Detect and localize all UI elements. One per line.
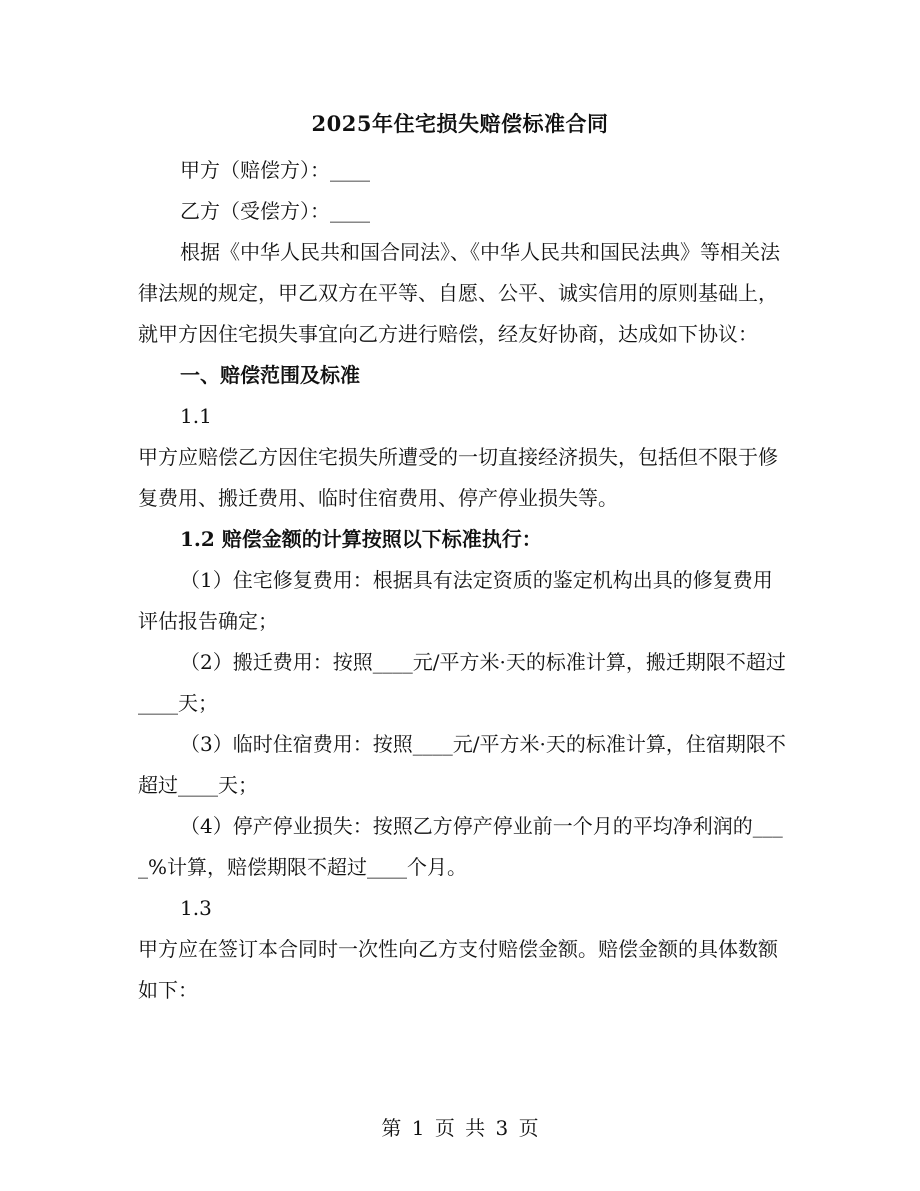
clause-1-1-text: 甲方应赔偿乙方因住宅损失所遭受的一切直接经济损失，包括但不限于修复费用、搬迁费用、临时住宿费用、停产停业损失等。 [138,445,778,510]
clause-1-2-item-2: （2）搬迁费用：按照____元/平方米·天的标准计算，搬迁期限不超过____天； [138,650,786,715]
clause-1-1-number: 1.1 [180,404,212,428]
document-title: 2025年住宅损失赔偿标准合同 [311,111,609,136]
page-number-footer: 第 1 页 共 3 页 [381,1116,539,1140]
clause-1-2-heading: 1.2 赔偿金额的计算按照以下标准执行： [180,527,542,551]
party-b-line: 乙方（受偿方）：____ [180,199,370,223]
clause-1-2-item-1: （1）住宅修复费用：根据具有法定资质的鉴定机构出具的修复费用评估报告确定； [138,568,773,633]
clause-1-3-number: 1.3 [180,896,212,920]
clause-1-2-item-3: （3）临时住宿费用：按照____元/平方米·天的标准计算，住宿期限不超过____天； [138,732,786,797]
section-1-heading: 一、赔偿范围及标准 [180,363,360,387]
clause-1-3-text: 甲方应在签订本合同时一次性向乙方支付赔偿金额。赔偿金额的具体数额如下： [138,937,778,1002]
document-body [138,150,788,1011]
preamble-paragraph: 根据《中华人民共和国合同法》、《中华人民共和国民法典》等相关法律法规的规定，甲乙双方在平等、自愿、公平、诚实信用的原则基础上，就甲方因住宅损失事宜向乙方进行赔偿，经友好协商，达成如下协议： [138,240,780,346]
clause-1-2-item-4: （4）停产停业损失：按照乙方停产停业前一个月的平均净利润的____%计算，赔偿期限不超过____个月。 [138,814,783,879]
party-a-line: 甲方（赔偿方）：____ [180,158,370,182]
